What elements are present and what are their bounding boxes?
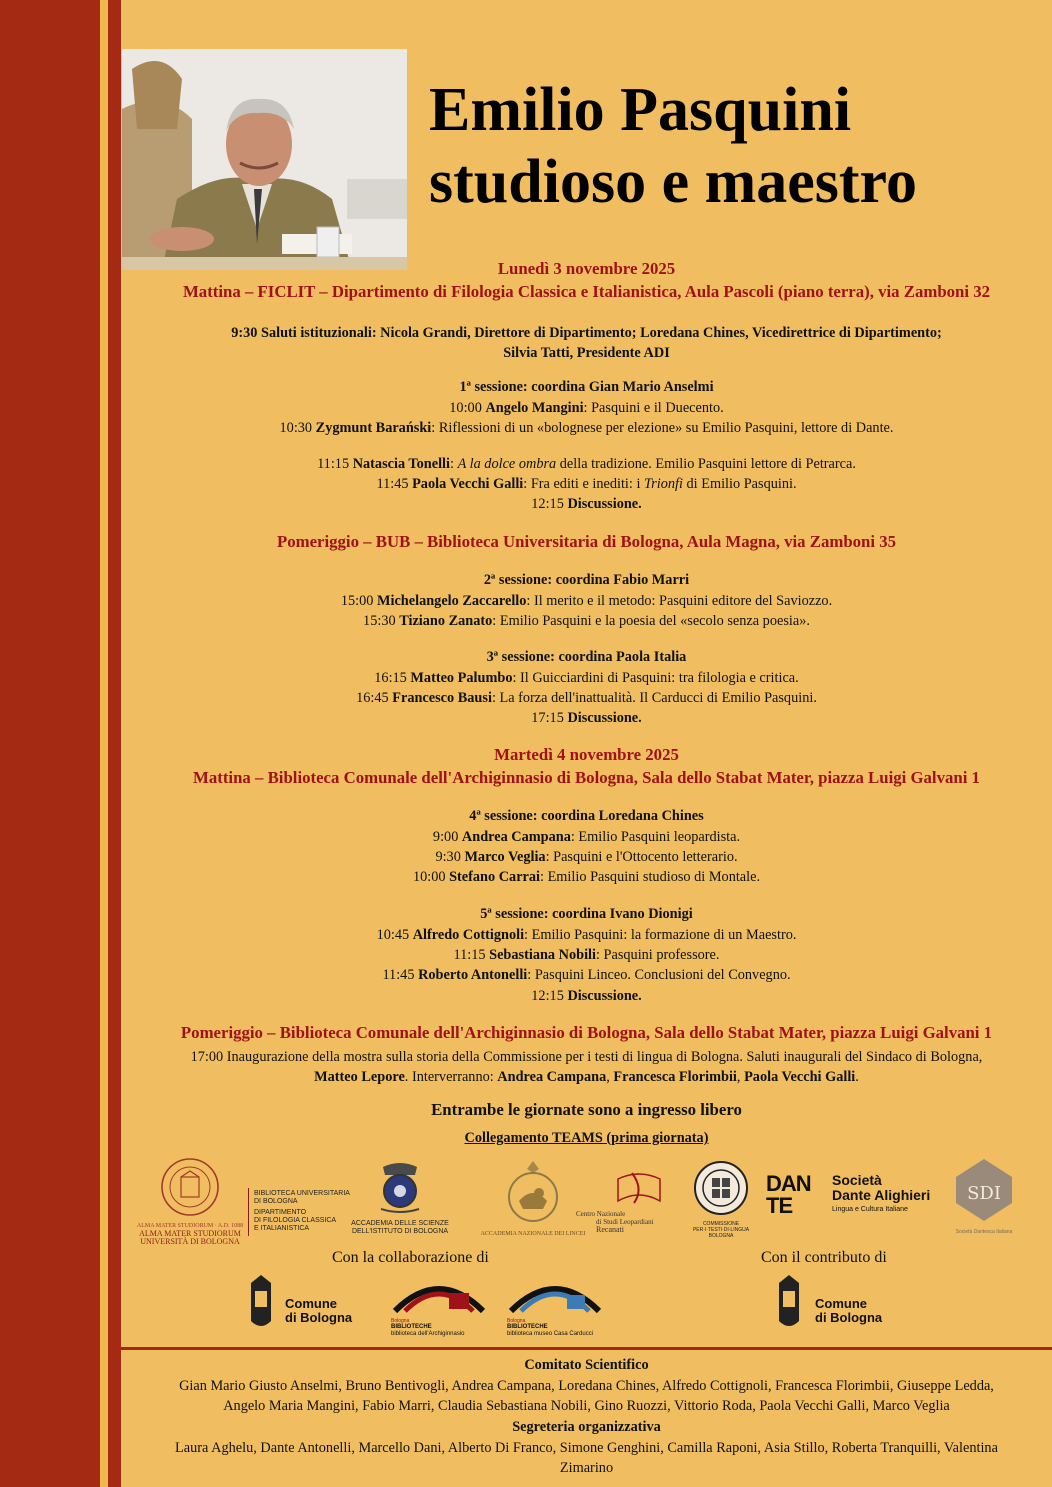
- talk-row: 11:15 Natascia Tonelli: A la dolce ombra della tradizione. Emilio Pasquini lettore di Petrarca.: [317, 456, 856, 472]
- biblioteca-carducci-logo: Bologna BIBLIOTECHE biblioteca museo Casa Carducci: [507, 1273, 617, 1335]
- talk-row: 10:00 Stefano Carrai: Emilio Pasquini studioso di Montale.: [412, 869, 761, 885]
- free-entry-note: Entrambe le giornate sono a ingresso libero: [431, 1100, 742, 1119]
- commissione-logo: COMMISSIONE PER·I·TESTI·DI·LINGUA BOLOGNA: [686, 1160, 756, 1239]
- contribution-label: Con il contributo di: [761, 1249, 887, 1266]
- day2-date: Martedì 4 novembre 2025: [494, 745, 679, 764]
- unibo-line-1: ALMA MATER STUDIORUM: [139, 1229, 241, 1238]
- session5-title: 5ª sessione: coordina Ivano Dionigi: [480, 906, 693, 922]
- comune-bologna-logo: Comune di Bologna: [243, 1273, 363, 1338]
- committee-separator: [121, 1347, 1052, 1350]
- inauguration-line-1: 17:00 Inaugurazione della mostra sulla storia della Commissione per i testi di lingua di Bologna. Saluti inaugurali del Sindaco di Bologna,: [190, 1049, 983, 1065]
- talk-row: 9:30 Marco Veglia: Pasquini e l'Ottocento letterario.: [435, 849, 738, 865]
- day2-morning-venue: Mattina – Biblioteca Comunale dell'Archiginnasio di Bologna, Sala dello Stabat Mater, piazza Luigi Galvani 1: [193, 768, 980, 787]
- talk-row: 15:30 Tiziano Zanato: Emilio Pasquini e la poesia del «secolo senza poesia».: [363, 613, 810, 629]
- unibo-seal-text: ALMA MATER STUDIORUM · A.D. 1088: [136, 1223, 244, 1229]
- portrait-photo: [122, 49, 407, 270]
- sdi-logo: SDI Società Dantesca Italiana: [939, 1157, 1029, 1236]
- session4-title: 4ª sessione: coordina Loredana Chines: [469, 808, 704, 824]
- day1-morning-venue: Mattina – FICLIT – Dipartimento di Filologia Classica e Italianistica, Aula Pascoli (piano terra), via Zamboni 32: [182, 282, 991, 301]
- lincei-logo: ACCADEMIA NAZIONALE DEI LINCEI: [473, 1159, 593, 1238]
- frame-stripe: [100, 0, 108, 1487]
- dante-mark-top: DAN: [766, 1171, 811, 1196]
- greetings-text-1: Nicola Grandi, Direttore di Dipartimento; Loredana Chines, Vicedirettrice di Dipartimento;: [380, 325, 942, 341]
- talk-row: 9:00 Andrea Campana: Emilio Pasquini leopardista.: [432, 829, 741, 845]
- talk-row: 16:15 Matteo Palumbo: Il Guicciardini di Pasquini: tra filologia e critica.: [374, 670, 799, 686]
- comune-bologna-contrib-logo: Comune di Bologna: [771, 1273, 901, 1338]
- biblioteca-archiginnasio-logo: Bologna BIBLIOTECHE biblioteca dell'Archiginnasio: [391, 1273, 501, 1335]
- accademia-scienze-logo: ACCADEMIA DELLE SCIENZE DELL'ISTITUTO DI BOLOGNA: [345, 1161, 455, 1236]
- title-line-1: Emilio Pasquini: [429, 76, 852, 144]
- sdi-emblem-icon: [954, 1157, 1014, 1223]
- bub-ficlit-logo: BIBLIOTECA UNIVERSITARIA DI BOLOGNA DIPARTIMENTO DI FILOLOGIA CLASSICA E ITALIANISTICA: [254, 1190, 350, 1232]
- talk-row: 17:15 Discussione.: [531, 710, 642, 726]
- greetings-line-2: [121, 343, 1052, 364]
- comune-crest-icon: [243, 1273, 279, 1333]
- day2-afternoon-venue: Pomeriggio – Biblioteca Comunale dell'Archiginnasio di Bologna, Sala dello Stabat Mater, piazza Luigi Galvani 1: [180, 1023, 993, 1042]
- title-line-2: studioso e maestro: [429, 148, 917, 216]
- comune-crest-icon: [771, 1273, 807, 1333]
- unibo-line-2: UNIVERSITÀ DI BOLOGNA: [140, 1237, 240, 1246]
- leopardiani-logo: Centro Nazionale di Studi Leopardiani Recanati: [576, 1169, 676, 1234]
- day1-afternoon-venue: Pomeriggio – BUB – Biblioteca Universitaria di Bologna, Aula Magna, via Zamboni 35: [276, 532, 897, 551]
- talk-row: 16:45 Francesco Bausi: La forza dell'inattualità. Il Carducci di Emilio Pasquini.: [356, 690, 817, 706]
- teams-link-row: [121, 1128, 1052, 1149]
- scientific-committee-title: Comitato Scientifico: [524, 1357, 649, 1373]
- sdi-mark: SDI: [967, 1183, 1001, 1204]
- talk-row: 15:00 Michelangelo Zaccarello: Il merito e il metodo: Pasquini editore del Saviozzo.: [340, 593, 833, 609]
- secretariat-line-2: Zimarino: [559, 1460, 614, 1476]
- scientific-committee-line-2: Angelo Maria Mangini, Fabio Marri, Claudia Sebastiana Nobili, Gino Ruozzi, Vittorio Roda, Paola Vecchi Galli, Marco Veglia: [223, 1398, 950, 1414]
- teams-link[interactable]: Collegamento TEAMS (prima giornata): [464, 1130, 709, 1146]
- carducci-arc-icon: [507, 1273, 603, 1313]
- greetings-text-2: Silvia Tatti, Presidente ADI: [503, 345, 670, 361]
- greetings-label: Saluti istituzionali:: [261, 325, 377, 341]
- inauguration-line-2: Matteo Lepore. Interverranno: Andrea Campana, Francesca Florimbii, Paola Vecchi Galli.: [314, 1069, 859, 1085]
- session1-title: 1ª sessione: coordina Gian Mario Anselmi: [459, 379, 714, 395]
- portrait-illustration: [122, 49, 407, 270]
- logo-divider: [248, 1188, 249, 1236]
- secretariat-line-1: Laura Aghelu, Dante Antonelli, Marcello Dani, Alberto Di Franco, Simone Genghini, Camilla Raponi, Asia Stillo, Roberta Tranquilli, Valentina: [175, 1440, 998, 1456]
- commissione-seal-icon: [693, 1160, 749, 1216]
- talk-row: 10:30 Zygmunt Barański: Riflessioni di un «bolognese per elezione» su Emilio Pasquini, lettore di Dante.: [279, 420, 894, 436]
- unibo-seal-icon: [135, 1157, 245, 1217]
- talk-row: 12:15 Discussione.: [531, 988, 642, 1004]
- collaboration-label: Con la collaborazione di: [332, 1249, 489, 1266]
- greetings-time: 9:30: [231, 325, 258, 341]
- day1-date: Lunedì 3 novembre 2025: [497, 259, 676, 278]
- partner-logos: ALMA MATER STUDIORUM · A.D. 1088 ALMA MATER STUDIORUM UNIVERSITÀ DI BOLOGNA BIBLIOTECA UNIVERSITARIA DI BOLOGNA DIPARTIMENTO DI FILOLOGIA CLASSICA E ITALIANISTICA ACCADEMIA DELLE SCIENZE DELL'ISTITUTO DI BOLOGNA ACCADEMIA NAZIONALE DEI LINCEI Centro Nazionale di Studi Leopardiani Recanati COMMISSIONE PER·I·TESTI·DI·LINGUA BOLOGNA DAN TE Società Dante Alighieri Lingua e Cultura Italiane SDI Società Dantesca Italiana Con la collaborazione di Con il contributo di Comune di Bologna Bologna BIBLIOTECHE biblioteca dell'Archiginnasio Bologna BIBLIOTECHE biblioteca museo Casa Carducci Comune di Bologna: [121, 1155, 1052, 1340]
- talk-row: 12:15 Discussione.: [531, 496, 642, 512]
- scientific-committee-line-1: Gian Mario Giusto Anselmi, Bruno Bentivogli, Andrea Campana, Loredana Chines, Alfredo Cottignoli, Francesca Florimbii, Giuseppe Ledda,: [179, 1378, 994, 1394]
- talk-row: 11:45 Paola Vecchi Galli: Fra editi e inediti: i Trionfi di Emilio Pasquini.: [376, 476, 797, 492]
- dante-mark-bottom: TE: [766, 1193, 793, 1218]
- leopardiani-book-icon: [614, 1169, 664, 1205]
- secretariat-title: Segreteria organizzativa: [512, 1419, 661, 1435]
- talk-row: 10:45 Alfredo Cottignoli: Emilio Pasquini: la formazione di un Maestro.: [376, 927, 797, 943]
- unibo-logo: [135, 1157, 245, 1246]
- accademia-emblem-icon: [375, 1161, 425, 1215]
- event-title: [429, 74, 917, 218]
- talk-row: 11:15 Sebastiana Nobili: Pasquini professore.: [453, 947, 720, 963]
- lincei-lynx-icon: [503, 1159, 563, 1225]
- talk-row: 11:45 Roberto Antonelli: Pasquini Linceo. Conclusioni del Convegno.: [382, 967, 791, 983]
- session2-title: 2ª sessione: coordina Fabio Marri: [483, 572, 690, 588]
- session3-title: 3ª sessione: coordina Paola Italia: [486, 649, 687, 665]
- talk-row: 10:00 Angelo Mangini: Pasquini e il Duecento.: [449, 400, 724, 416]
- archiginnasio-arc-icon: [391, 1273, 487, 1313]
- greetings-line-1: [121, 323, 1052, 344]
